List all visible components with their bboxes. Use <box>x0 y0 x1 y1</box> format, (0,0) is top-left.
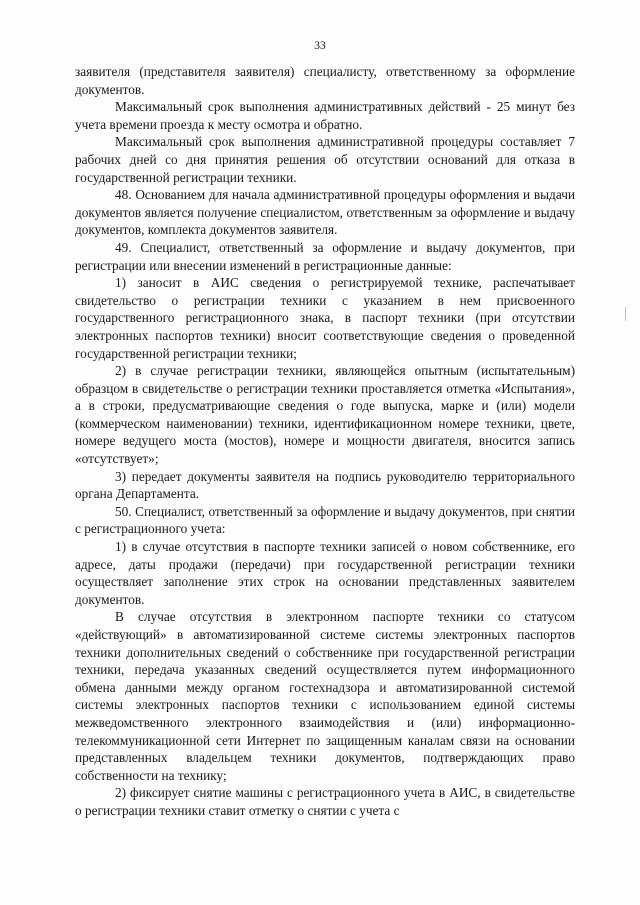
paragraph-49-item-3: 3) передает документы заявителя на подпись руководителю территориального органа Департамента. <box>75 468 575 502</box>
paragraph-max-time-actions: Максимальный срок выполнения административных действий - 25 минут без учета времени проезда к месту осмотра и обратно. <box>75 99 575 132</box>
page-number: 33 <box>314 40 326 52</box>
paragraph-49-item-2: 2) в случае регистрации техники, являющейся опытным (испытательным) образцом в свидетельстве о регистрации техники проставляется отметка «Испытания», а в строки, предусматривающие сведения о годе выпуска, марке и (или) модели (коммерческом наименовании) техники, идентификационном номере техники, цвете, номере ведущего моста (мостов), номере и мощности двигателя, вносится запись «отсутствует»; <box>75 363 575 467</box>
paragraph-electronic-passport: В случае отсутствия в электронном паспорте техники со статусом «действующий» в автоматизированной системе системы электронных паспортов техники дополнительных сведений о собственнике при государственной регистрации техники, передача указанных сведений осуществляется путем информационного обмена данными между органом гостехнадзора и автоматизированной системой системы электронных паспортов техники с использованием единой системы межведомственного электронного взаимодействия и (или) информационно-телекоммуникационной сети Интернет по защищенным каналам связи на основании представленных владельцем техники документов, подтверждающих право собственности на технику; <box>75 609 575 783</box>
paragraph-continuation: заявителя (представителя заявителя) специалисту, ответственному за оформление документов. <box>75 64 575 97</box>
paragraph-max-time-procedure: Максимальный срок выполнения административной процедуры составляет 7 рабочих дней со дня принятия решения об отсутствии оснований для отказа в государственной регистрации техники. <box>75 134 575 185</box>
paragraph-48: 48. Основанием для начала административной процедуры оформления и выдачи документов является получение специалистом, ответственным за оформление и выдачу документов, комплекта документов заявителя. <box>75 187 575 238</box>
paragraph-50: 50. Специалист, ответственный за оформление и выдачу документов, при снятии с регистрационного учета: <box>75 503 575 537</box>
paragraph-50-item-2: 2) фиксирует снятие машины с регистрационного учета в АИС, в свидетельстве о регистрации техники ставит отметку о снятии с учета с <box>75 785 575 818</box>
scan-artifact-mark <box>625 307 626 321</box>
paragraph-49: 49. Специалист, ответственный за оформление и выдачу документов, при регистрации или внесении изменений в регистрационные данные: <box>75 239 575 273</box>
document-body <box>75 63 575 820</box>
paragraph-49-item-1: 1) заносит в АИС сведения о регистрируемой технике, распечатывает свидетельство о регистрации техники с указанием в нем присвоенного государственного регистрационного знака, в паспорт техники (при отсутствии электронных паспортов техники) вносит соответствующие сведения о проведенной государственной регистрации техники; <box>75 275 575 361</box>
paragraph-50-item-1: 1) в случае отсутствия в паспорте техники записей о новом собственнике, его адресе, даты продажи (передачи) при государственной регистрации техники осуществляет заполнение этих строк на основании представленных заявителем документов. <box>75 539 575 607</box>
